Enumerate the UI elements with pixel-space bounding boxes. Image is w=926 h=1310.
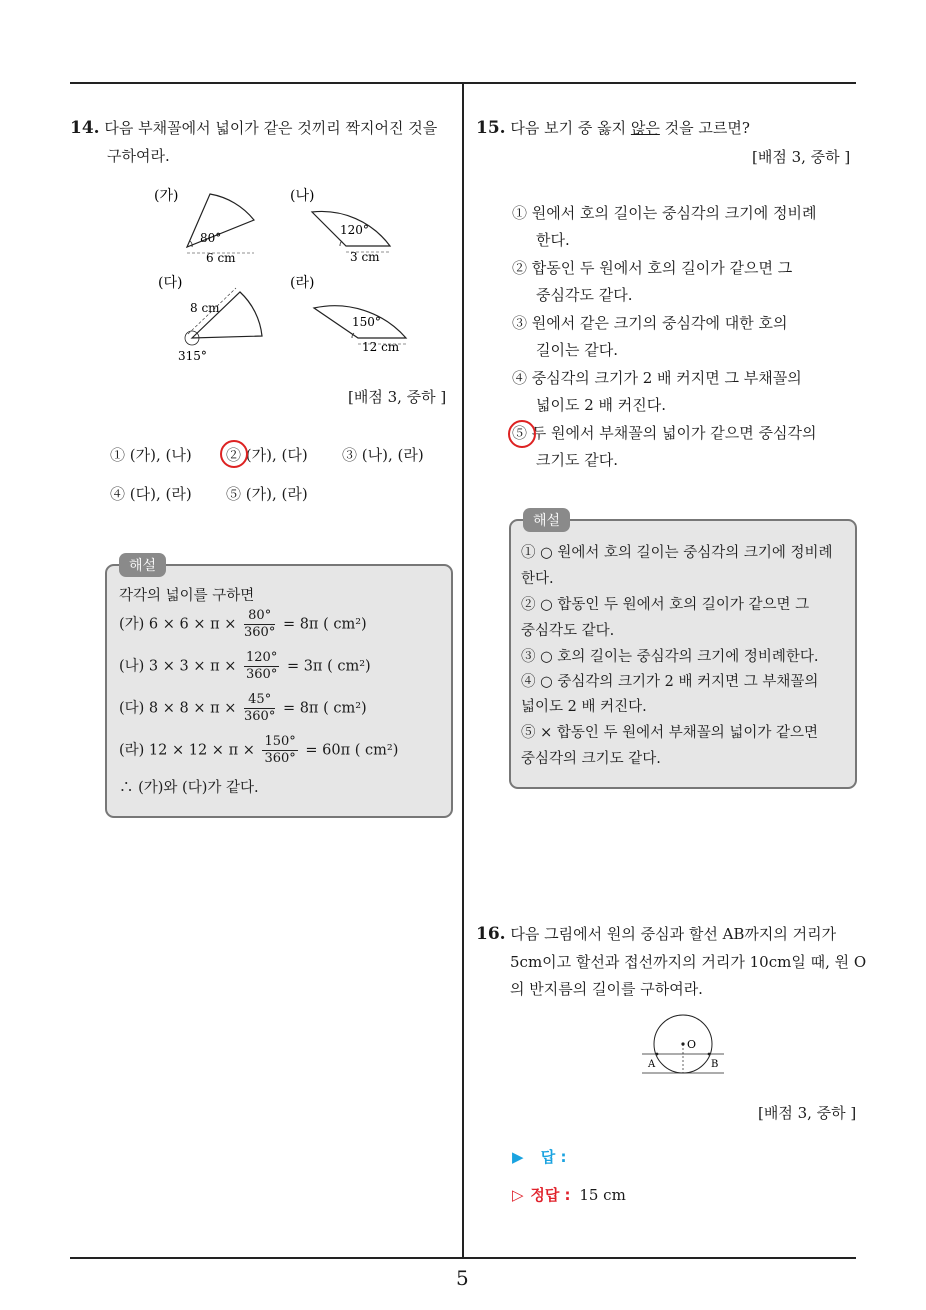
q15-option-2[interactable] — [512, 255, 792, 309]
q15-option-1-line1: ① 원에서 호의 길이는 중심각의 크기에 정비례 — [512, 204, 817, 222]
q14-exp-row-1-num: 80° — [244, 608, 275, 625]
q14-answer-mark — [220, 440, 248, 468]
q14-exp-row-3-den: 360° — [244, 709, 276, 724]
q14-fig-ga-label: (가) — [154, 188, 179, 204]
q14-exp-row-1 — [119, 608, 367, 641]
q14-exp-row-4-fraction — [262, 734, 297, 767]
q14-fig-na-angle: 120° — [340, 223, 369, 237]
bottom-rule — [70, 1257, 856, 1259]
q16-circle-figure — [640, 1012, 730, 1078]
q15-option-1[interactable] — [512, 200, 816, 254]
q14-exp-row-2-fraction — [244, 650, 279, 683]
q14-exp-row-4-label: (라) 12 × 12 × π × — [119, 742, 255, 759]
q14-fig-ra-radius: 12 cm — [362, 340, 400, 354]
q14-sector-figure — [140, 180, 440, 365]
q14-fig-na-radius: 3 cm — [350, 250, 380, 264]
q14-exp-row-1-result: = 8π ( cm²) — [282, 616, 367, 633]
q14-exp-row-3-result: = 8π ( cm²) — [282, 700, 367, 717]
q15-option-5-line2: 크기도 같다. — [536, 451, 618, 469]
q16-answer-row — [512, 1146, 567, 1167]
q14-exp-row-2-label: (나) 3 × 3 × π × — [119, 658, 237, 675]
q14-choice-2[interactable]: ② (가), (다) — [226, 446, 308, 464]
q15-option-4-line1: ④ 중심각의 크기가 2 배 커지면 그 부채꼴의 — [512, 369, 802, 387]
q15-number: 15. — [476, 118, 506, 138]
q16-correct-label: 정답 : — [530, 1186, 571, 1204]
correct-arrow-icon: ▷ — [512, 1186, 524, 1204]
q15-option-4[interactable] — [512, 365, 802, 419]
q15-exp-line-2: 한다. — [521, 571, 554, 587]
q15-exp-line-8: ⑤ × 합동인 두 원에서 부채꼴의 넓이가 같으면 — [521, 725, 819, 741]
q14-exp-row-3-label: (다) 8 × 8 × π × — [119, 700, 237, 717]
q15-option-2-line2: 중심각도 같다. — [536, 286, 633, 304]
q15-text-underlined: 않은 — [630, 119, 660, 137]
q16-fig-point-a: A — [648, 1059, 656, 1070]
q14-fig-ga-radius: 6 cm — [206, 251, 236, 265]
q14-exp-row-2-result: = 3π ( cm²) — [286, 658, 371, 675]
q15-option-2-line1: ② 합동인 두 원에서 호의 길이가 같으면 그 — [512, 259, 793, 277]
q16-fig-center-o: O — [687, 1038, 697, 1051]
q15-answer-mark — [508, 420, 536, 448]
q14-fig-ga-angle: 80° — [200, 231, 222, 245]
q15-option-4-line2: 넓이도 2 배 커진다. — [536, 396, 667, 414]
q15-exp-line-5: ③ ○ 호의 길이는 중심각의 크기에 정비례한다. — [521, 649, 819, 665]
q15-question — [476, 114, 856, 143]
q14-exp-row-1-den: 360° — [244, 625, 276, 640]
q15-exp-line-3: ② ○ 합동인 두 원에서 호의 길이가 같으면 그 — [521, 597, 810, 613]
q15-option-3[interactable] — [512, 310, 787, 364]
q15-score: [배점 3, 중하 ] — [752, 148, 851, 166]
q14-exp-row-3-num: 45° — [244, 692, 275, 709]
q14-score: [배점 3, 중하 ] — [348, 388, 447, 406]
q14-fig-na-label: (나) — [290, 188, 315, 204]
q14-exp-row-1-fraction — [244, 608, 275, 641]
q15-exp-line-7: 넓이도 2 배 커진다. — [521, 699, 647, 715]
q14-exp-row-1-label: (가) 6 × 6 × π × — [119, 616, 237, 633]
q16-answer-label: 답 : — [540, 1148, 567, 1166]
column-divider — [462, 82, 464, 1259]
q14-choice-5[interactable]: ⑤ (가), (라) — [226, 485, 308, 503]
q14-exp-row-2-num: 120° — [246, 650, 278, 665]
q16-text-line2: 5cm이고 할선과 접선까지의 거리가 10cm일 때, 원 O — [510, 953, 867, 971]
answer-arrow-icon: ▶ — [512, 1148, 524, 1166]
q15-option-5[interactable] — [512, 420, 816, 474]
q14-exp-row-4-num: 150° — [264, 734, 296, 749]
q14-exp-row-3 — [119, 692, 367, 725]
q16-number: 16. — [476, 924, 506, 944]
q14-choice-4[interactable]: ④ (다), (라) — [110, 485, 192, 503]
q14-exp-row-2 — [119, 650, 371, 683]
q14-explanation-tag: 해설 — [119, 553, 166, 577]
q14-choice-1[interactable]: ① (가), (나) — [110, 446, 192, 464]
q16-correct-row — [512, 1184, 626, 1205]
q16-correct-value: 15 cm — [579, 1186, 626, 1204]
q14-fig-ra-angle: 150° — [352, 315, 381, 329]
q16-question — [476, 920, 866, 949]
q15-explanation-tag: 해설 — [523, 508, 570, 532]
q14-fig-ra-label: (라) — [290, 275, 315, 291]
q14-exp-intro: 각각의 넓이를 구하면 — [119, 588, 255, 604]
q14-number: 14. — [70, 118, 100, 138]
q14-exp-row-4-result: = 60π ( cm²) — [305, 742, 399, 759]
q14-exp-row-4 — [119, 734, 398, 767]
page-number: 5 — [456, 1266, 469, 1290]
q15-exp-line-6: ④ ○ 중심각의 크기가 2 배 커지면 그 부채꼴의 — [521, 674, 819, 690]
q15-text-after: 것을 고르면? — [659, 119, 750, 137]
q14-exp-row-3-fraction — [244, 692, 275, 725]
q14-fig-da-angle: 315° — [178, 349, 207, 363]
q16-text-line1: 다음 그림에서 원의 중심과 할선 AB까지의 거리가 — [510, 925, 837, 943]
q15-option-3-line2: 길이는 같다. — [536, 341, 618, 359]
q15-option-1-line2: 한다. — [536, 231, 570, 249]
q16-text-line3: 의 반지름의 길이를 구하여라. — [510, 980, 703, 998]
q14-exp-conclusion: ∴ (가)와 (다)가 같다. — [119, 780, 259, 796]
q15-exp-line-1: ① ○ 원에서 호의 길이는 중심각의 크기에 정비례 — [521, 545, 833, 561]
q14-exp-row-2-den: 360° — [246, 667, 278, 682]
q15-exp-line-9: 중심각의 크기도 같다. — [521, 751, 661, 767]
q15-option-3-line1: ③ 원에서 같은 크기의 중심각에 대한 호의 — [512, 314, 788, 332]
q15-exp-line-4: 중심각도 같다. — [521, 623, 615, 639]
q14-question — [70, 114, 460, 143]
q14-fig-da-radius: 8 cm — [190, 301, 220, 315]
q15-text-before: 다음 보기 중 옳지 — [510, 119, 631, 137]
q14-fig-da-label: (다) — [158, 275, 183, 291]
q14-choice-3[interactable]: ③ (나), (라) — [342, 446, 424, 464]
q14-text-line1: 다음 부채꼴에서 넓이가 같은 것끼리 짝지어진 것을 — [104, 119, 438, 137]
q14-exp-row-4-den: 360° — [264, 751, 296, 766]
q16-score: [배점 3, 중하 ] — [758, 1104, 857, 1122]
q16-fig-point-b: B — [711, 1059, 719, 1070]
q15-option-5-line1: ⑤ 두 원에서 부채꼴의 넓이가 같으면 중심각의 — [512, 424, 817, 442]
q14-text-line2: 구하여라. — [107, 147, 170, 165]
